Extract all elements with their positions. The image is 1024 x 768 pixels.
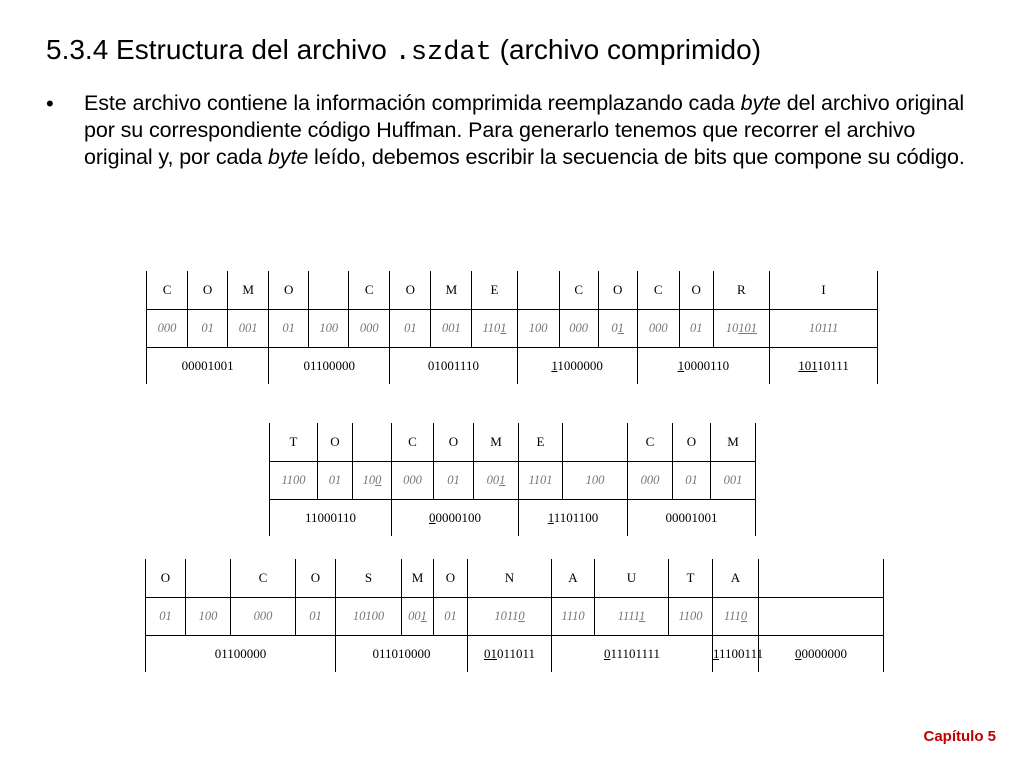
char-cell [563,423,628,462]
code-bits: 001 [238,321,258,335]
char-cell: O [679,271,713,310]
code-cell [353,462,392,500]
title-suffix: (archivo comprimido) [491,34,762,65]
code-cell [713,310,769,348]
code-cell [309,310,349,348]
byte-carry-bits: 01 [483,646,497,661]
code-cell [188,310,228,348]
code-cell [296,598,336,636]
byte-cell [336,636,468,673]
code-bits: 01 [444,609,457,623]
byte-row [146,636,884,673]
char-cell: S [336,559,402,598]
chapter-label: Capítulo 5 [923,728,996,745]
bullet-marker: • [46,91,54,116]
code-bits: 100 [319,321,339,335]
char-cell: E [519,423,563,462]
char-row [270,423,756,462]
byte-bits: 0000110 [684,358,730,373]
file-extension: .szdat [394,38,492,68]
code-bits: 10111 [808,321,839,335]
code-bits: 1100 [281,473,306,487]
code-bits: 000 [157,321,177,335]
code-bits: 01 [404,321,417,335]
bullet-text-part: del archivo original por su correspondiente código Huffman. Para generarlo tenemos que recorrer el archivo original y, por cada [84,91,965,169]
code-cell [270,462,318,500]
byte-bits: 00001001 [181,358,234,373]
bullet-emphasis: byte [740,91,781,115]
char-cell: O [269,271,309,310]
code-bits: 01 [685,473,698,487]
code-cell [434,598,468,636]
code-bits: 000 [403,473,422,487]
code-cell [390,310,431,348]
char-cell: C [349,271,390,310]
code-bits: 0 [611,321,618,335]
byte-cell [770,348,878,385]
code-bits: 100 [585,473,605,487]
char-cell [353,423,392,462]
code-cell [231,598,296,636]
byte-cell [468,636,552,673]
code-cell [770,310,878,348]
char-cell: O [673,423,711,462]
byte-carry-bits: 1 [713,646,720,661]
code-cell [431,310,472,348]
code-bits: 111 [723,609,741,623]
byte-carry-bits: 0 [429,510,436,525]
slide-title [46,30,761,73]
byte-bits: 1000000 [557,358,603,373]
code-cell [517,310,559,348]
code-cell [472,310,517,348]
byte-cell [713,636,764,673]
byte-cell [270,500,392,537]
code-row [147,310,878,348]
char-cell: O [318,423,353,462]
bullet-text-part: leído, debemos escribir la secuencia de bits que compone su código. [308,145,965,169]
bullet-text-part: Este archivo contiene la información comprimida reemplazando cada [84,91,741,115]
code-cell [595,598,669,636]
char-cell: M [228,271,269,310]
huffman-table-2 [269,423,756,536]
code-bits: 1111 [617,609,640,623]
byte-bits: 1101100 [553,510,599,525]
huffman-table-3 [145,559,884,672]
bullet-emphasis: byte [267,145,309,169]
byte-carry-bits: 101 [798,358,818,373]
code-bits: 01 [689,321,703,335]
code-bits: 000 [359,321,379,335]
code-bits: 01 [328,473,342,487]
code-cell [711,462,756,500]
code-cell [392,462,434,500]
char-cell: M [402,559,434,598]
code-bits-overflow: 0 [740,609,748,623]
byte-bits: 011011 [496,646,536,661]
huffman-table-1 [146,271,878,384]
byte-cell [519,500,628,537]
bullet-text [84,90,989,171]
char-cell [759,559,884,598]
char-cell: T [669,559,713,598]
char-cell: I [770,271,878,310]
code-bits: 100 [198,609,218,623]
char-cell: O [434,559,468,598]
code-bits: 1101 [528,473,553,487]
byte-cell [392,500,519,537]
byte-carry-bits: 0 [795,646,802,661]
byte-bits: 011010000 [372,646,431,661]
code-cell [269,310,309,348]
code-bits: 01 [447,473,460,487]
code-cell [147,310,188,348]
char-cell: O [188,271,228,310]
code-cell [336,598,402,636]
code-cell [318,462,353,500]
code-cell [474,462,519,500]
code-bits: 000 [648,321,668,335]
code-cell [552,598,595,636]
char-cell: C [628,423,673,462]
char-row [146,559,884,598]
byte-bits: 01001110 [427,358,479,373]
byte-cell [628,500,756,537]
code-bits: 001 [723,473,743,487]
code-cell [713,598,759,636]
char-cell: M [711,423,756,462]
code-bits-overflow: 101 [738,321,757,335]
code-bits-overflow: 1 [500,321,507,335]
code-bits: 01 [201,321,214,335]
code-bits: 01 [282,321,295,335]
code-cell [228,310,269,348]
code-cell [669,598,713,636]
char-cell: C [392,423,434,462]
byte-cell [147,348,269,385]
char-cell: A [713,559,759,598]
byte-row [147,348,878,385]
code-cell [628,462,673,500]
code-bits: 001 [442,321,461,335]
char-cell: O [146,559,186,598]
byte-bits: 00001001 [665,510,718,525]
char-cell: N [468,559,552,598]
byte-bits: 01100000 [303,358,355,373]
byte-row [270,500,756,537]
code-cell [349,310,390,348]
code-cell [673,462,711,500]
code-cell [559,310,598,348]
code-bits: 1100 [678,609,703,623]
code-bits-overflow: 0 [375,473,382,487]
char-cell: C [147,271,188,310]
char-cell: O [598,271,637,310]
code-cell [598,310,637,348]
code-cell [637,310,679,348]
char-cell [186,559,231,598]
code-cell [679,310,713,348]
code-bits: 100 [528,321,548,335]
code-bits: 01 [159,609,172,623]
char-cell [309,271,349,310]
byte-bits: 1100111 [719,646,764,661]
byte-cell [552,636,713,673]
code-bits: 000 [640,473,660,487]
code-bits: 00 [408,609,421,623]
char-cell: A [552,559,595,598]
byte-bits: 0000100 [435,510,481,525]
byte-cell [146,636,336,673]
code-bits-overflow: 1 [639,609,646,623]
code-cell [186,598,231,636]
char-cell: O [296,559,336,598]
char-cell: U [595,559,669,598]
char-cell: C [637,271,679,310]
code-bits: 10 [725,321,739,335]
char-cell: C [231,559,296,598]
code-cell [468,598,552,636]
code-cell [759,598,884,636]
char-cell: C [559,271,598,310]
code-row [270,462,756,500]
code-bits: 1011 [494,609,519,623]
byte-bits: 01100000 [214,646,267,661]
char-cell: M [474,423,519,462]
byte-bits: 11101111 [610,646,661,661]
char-cell: O [390,271,431,310]
code-bits: 000 [253,609,273,623]
code-bits-overflow: 0 [518,609,525,623]
byte-cell [517,348,637,385]
code-row [146,598,884,636]
code-bits-overflow: 1 [499,473,506,487]
code-cell [402,598,434,636]
char-cell: E [472,271,517,310]
char-row [147,271,878,310]
code-bits-overflow: 1 [617,321,624,335]
code-cell [434,462,474,500]
byte-cell [269,348,390,385]
code-bits: 000 [569,321,589,335]
byte-cell [390,348,517,385]
code-bits: 10100 [352,609,385,623]
code-cell [519,462,563,500]
byte-cell [759,636,884,673]
code-bits: 01 [309,609,322,623]
code-cell [563,462,628,500]
code-bits: 10 [362,473,376,487]
code-bits: 1110 [561,609,585,623]
byte-carry-bits: 0 [603,646,611,661]
code-bits: 00 [486,473,500,487]
char-cell: M [431,271,472,310]
byte-bits: 11000110 [304,510,357,525]
char-cell: O [434,423,474,462]
byte-bits: 10111 [817,358,849,373]
byte-carry-bits: 1 [547,510,554,525]
byte-cell [637,348,769,385]
char-cell: T [270,423,318,462]
byte-bits: 0000000 [801,646,847,661]
title-prefix: 5.3.4 Estructura del archivo [46,34,395,65]
code-bits: 110 [482,321,501,335]
code-cell [146,598,186,636]
code-bits-overflow: 1 [420,609,427,623]
char-cell [517,271,559,310]
char-cell: R [713,271,769,310]
byte-carry-bits: 1 [677,358,685,373]
byte-carry-bits: 1 [551,358,558,373]
